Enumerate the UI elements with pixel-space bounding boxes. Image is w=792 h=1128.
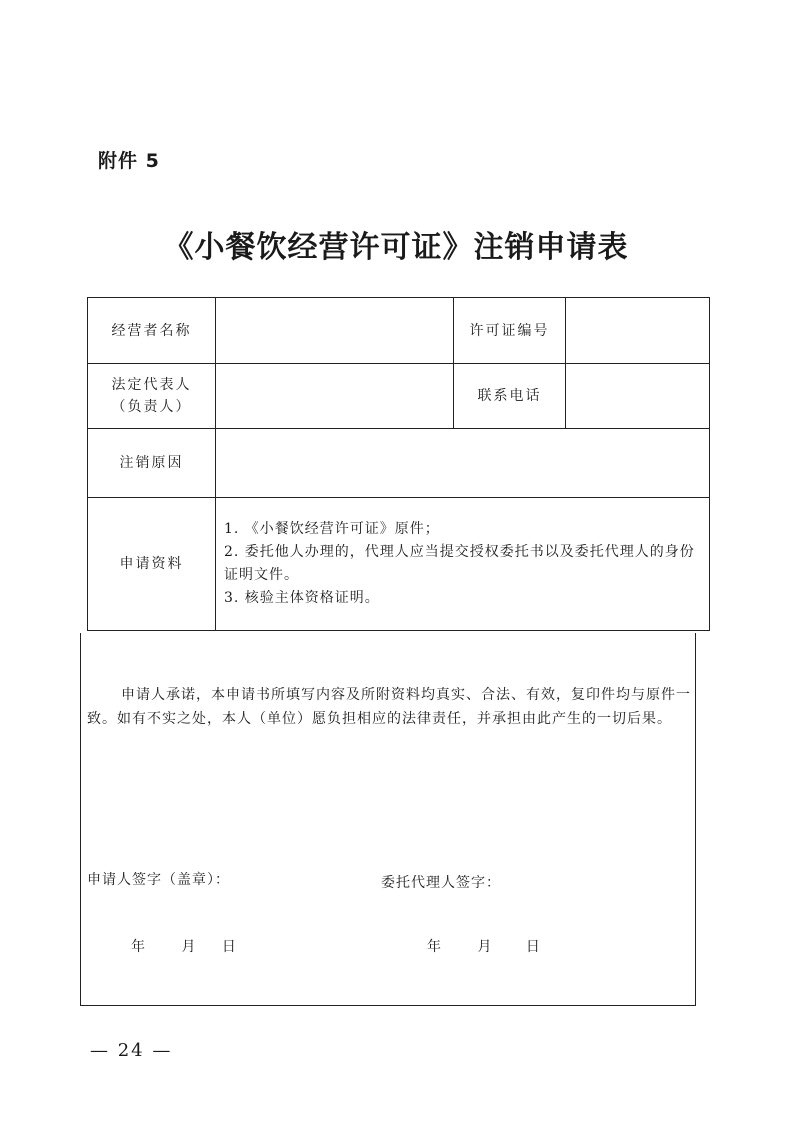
- applicant-signature-label: 申请人签字（盖章）：: [87, 872, 230, 888]
- materials-list: [216, 498, 710, 631]
- applicant-year: 年: [131, 939, 145, 955]
- operator-name-row: [88, 298, 710, 364]
- legal-rep-label-line2: （负责人）: [111, 399, 192, 415]
- applicant-statement: 申请人承诺，本申请书所填写内容及所附资料均真实、合法、有效，复印件均与原件一致。如有不实之处，本人（单位）愿负担相应的法律责任，并承担由此产生的一切后果。: [87, 687, 691, 727]
- agent-date: [427, 936, 540, 956]
- cancel-reason-row: [88, 429, 710, 498]
- page-number: — 24 —: [90, 1040, 173, 1061]
- legal-rep-field[interactable]: [216, 364, 454, 429]
- materials-item: 2. 委托他人办理的，代理人应当提交授权委托书以及委托代理人的身份证明文件。: [224, 544, 695, 583]
- form-title: 《小餐饮经营许可证》注销申请表: [163, 230, 629, 265]
- materials-item: 3. 核验主体资格证明。: [224, 590, 380, 606]
- legal-rep-label: [88, 364, 216, 429]
- agent-month: 月: [477, 939, 492, 955]
- legal-rep-label-line1: 法定代表人: [111, 377, 192, 393]
- legal-rep-row: [88, 364, 710, 429]
- materials-row: [88, 498, 710, 631]
- materials-label: 申请资料: [88, 498, 216, 631]
- statement-section: [80, 633, 696, 1006]
- cancel-reason-label: 注销原因: [88, 429, 216, 498]
- operator-name-label: 经营者名称: [88, 298, 216, 364]
- agent-day: 日: [525, 939, 540, 955]
- agent-year: 年: [427, 939, 441, 955]
- applicant-date: [131, 936, 236, 956]
- attachment-label: 附件 5: [98, 150, 160, 172]
- phone-field[interactable]: [566, 364, 710, 429]
- agent-signature-label: 委托代理人签字：: [381, 875, 501, 891]
- phone-label: 联系电话: [454, 364, 566, 429]
- cancel-reason-field[interactable]: [216, 429, 710, 498]
- operator-name-field[interactable]: [216, 298, 454, 364]
- application-form-table: [87, 297, 710, 631]
- license-number-label: 许可证编号: [454, 298, 566, 364]
- license-number-field[interactable]: [566, 298, 710, 364]
- applicant-month: 月: [181, 939, 196, 955]
- materials-item: 1. 《小餐饮经营许可证》原件；: [224, 521, 440, 537]
- applicant-day: 日: [221, 939, 236, 955]
